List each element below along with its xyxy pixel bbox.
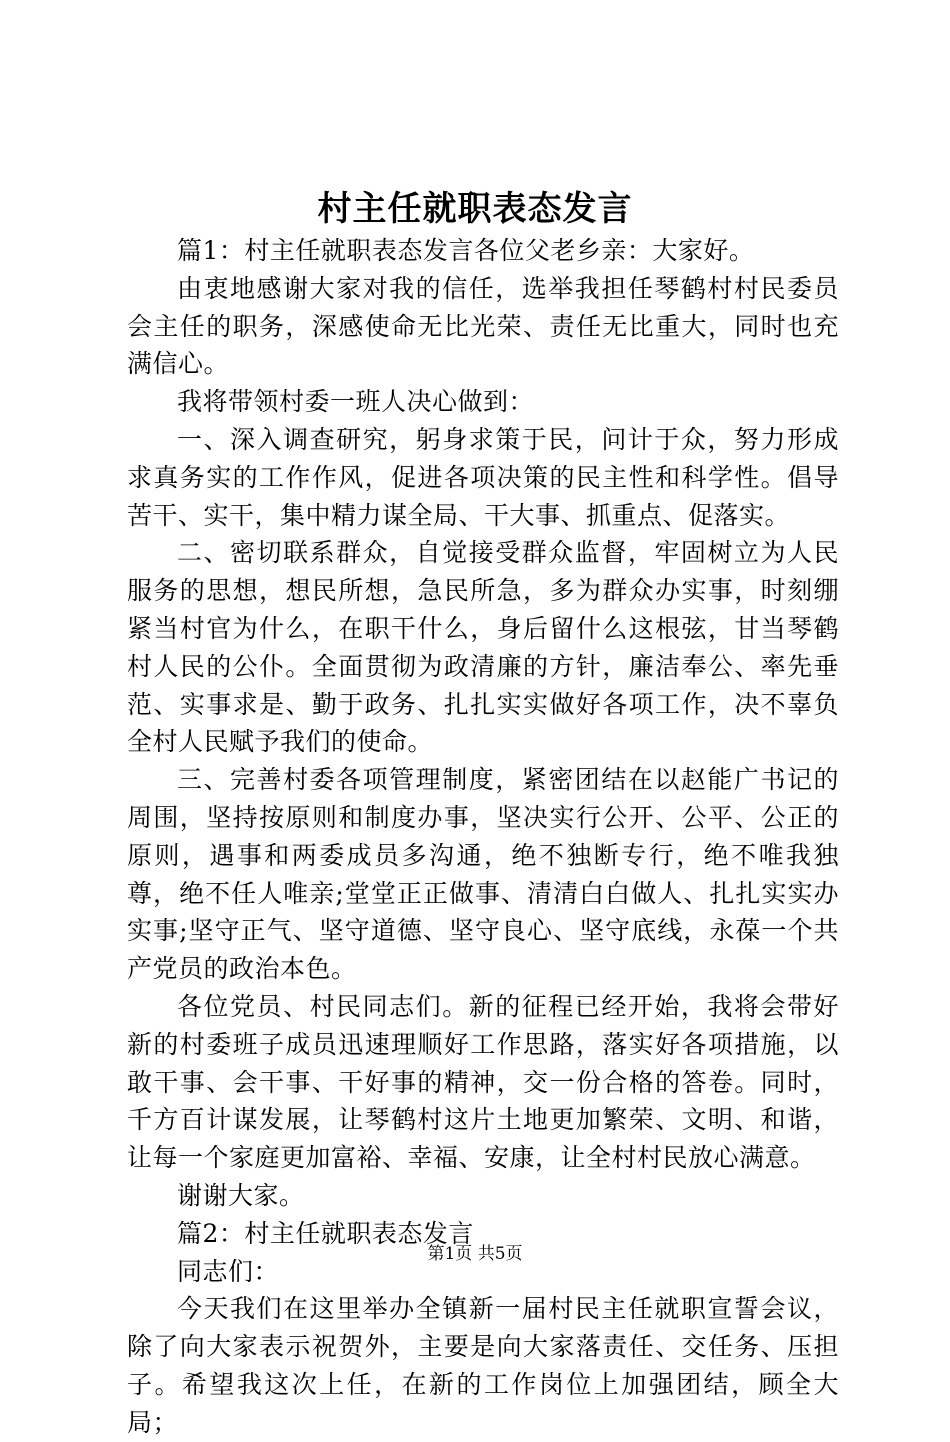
paragraph: 由衷地感谢大家对我的信任，选举我担任琴鹤村村民委员会主任的职务，深感使命无比光荣、责任无比重大，同时也充满信心。 [127,273,839,379]
paragraph: 各位党员、村民同志们。新的征程已经开始，我将会带好新的村委班子成员迅速理顺好工作思路，落实好各项措施，以敢干事、会干事、干好事的精神，交一份合格的答卷。同时，千方百计谋发展，让琴鹤村这片土地更加繁荣、文明、和谐，让每一个家庭更加富裕、幸福、安康，让全村村民放心满意。 [127,991,839,1173]
paragraph: 篇2：村主任就职表态发言 [177,1218,474,1248]
paragraph: 三、完善村委各项管理制度，紧密团结在以赵能广书记的周围，坚持按原则和制度办事，坚决实行公开、公平、公正的原则，遇事和两委成员多沟通，绝不独断专行，绝不唯我独尊，绝不任人唯亲;堂堂正正做事、清清白白做人、扎扎实实办实事;坚守正气、坚守道德、坚守良心、坚守底线，永葆一个共产党员的政治本色。 [127,765,839,984]
paragraph: 一、深入调查研究，躬身求策于民，问计于众，努力形成求真务实的工作作风，促进各项决策的民主性和科学性。倡导苦干、实干，集中精力谋全局、干大事、抓重点、促落实。 [127,424,839,530]
page-footer: 第1页 共5页 [427,1244,523,1264]
paragraph: 今天我们在这里举办全镇新一届村民主任就职宣誓会议，除了向大家表示祝贺外，主要是向大家落责任、交任务、压担子。希望我这次上任，在新的工作岗位上加强团结，顾全大局； [127,1294,839,1437]
paragraph: 同志们： [177,1256,280,1286]
paragraph: 我将带领村委一班人决心做到： [177,387,535,417]
paragraph: 二、密切联系群众，自觉接受群众监督，牢固树立为人民服务的思想，想民所想，急民所急，多为群众办实事，时刻绷紧当村官为什么，在职干什么，身后留什么这根弦，甘当琴鹤村人民的公仆。全面贯彻为政清廉的方针，廉洁奉公、率先垂范、实事求是、勤于政务、扎扎实实做好各项工作，决不辜负全村人民赋予我们的使命。 [127,538,839,757]
paragraph: 谢谢大家。 [177,1180,305,1210]
document-title: 村主任就职表态发言 [317,189,633,229]
paragraph: 篇1：村主任就职表态发言各位父老乡亲：大家好。 [177,236,755,265]
